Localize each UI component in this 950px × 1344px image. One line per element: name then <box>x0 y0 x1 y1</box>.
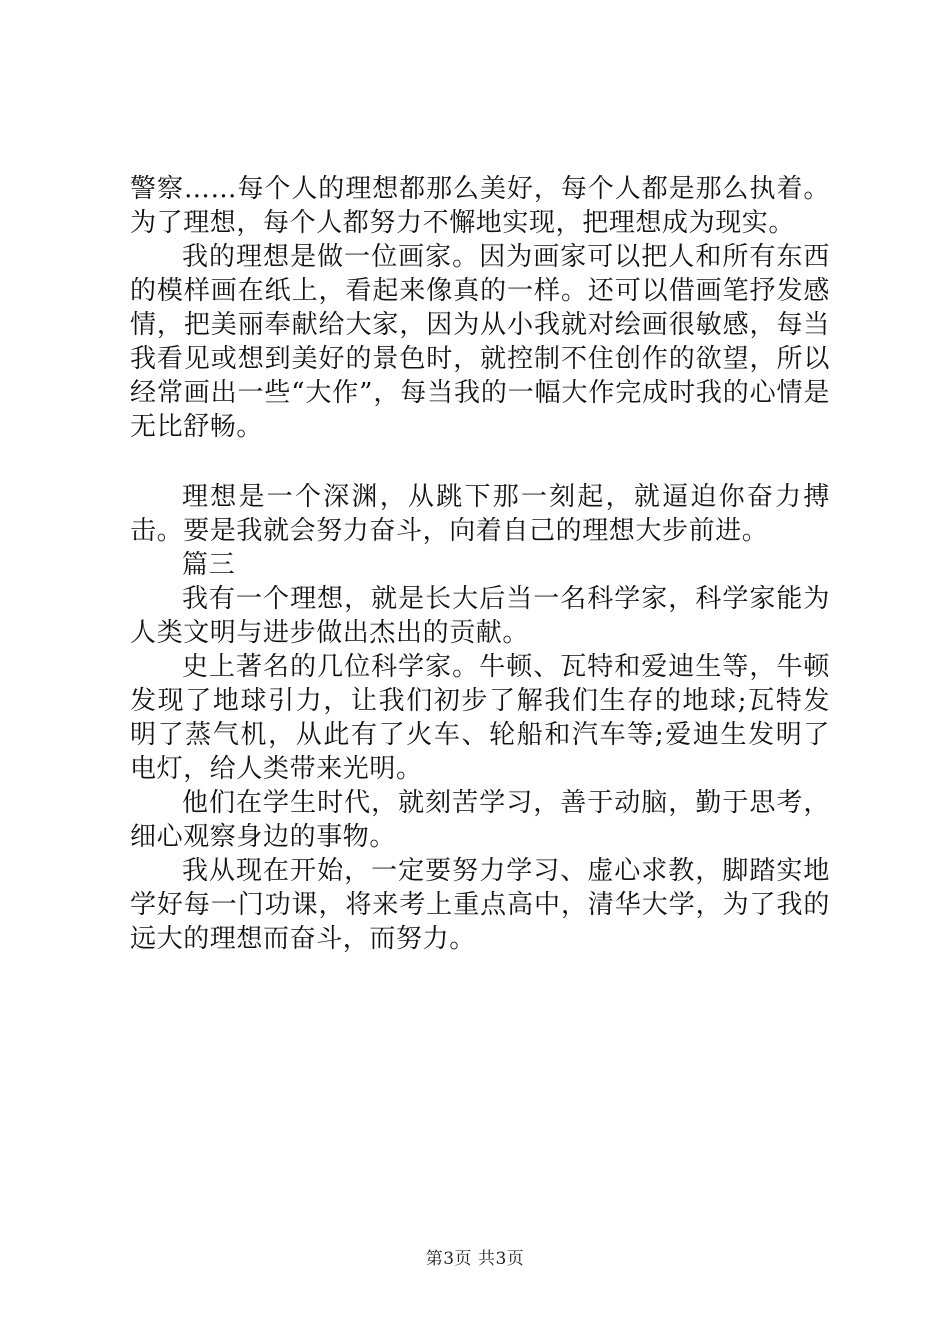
paragraph-famous-scientists: 史上著名的几位科学家。牛顿、瓦特和爱迪生等，牛顿发现了地球引力，让我们初步了解我们生存的地球;瓦特发明了蒸气机，从此有了火车、轮船和汽车等;爱迪生发明了电灯，给人类带来光明。 <box>130 652 830 784</box>
paragraph-painter-dream: 我的理想是做一位画家。因为画家可以把人和所有东西的模样画在纸上，看起来像真的一样。还可以借画笔抒发感情，把美丽奉献给大家，因为从小我就对绘画很敏感，每当我看见或想到美好的景色时，就控制不住创作的欲望，所以经常画出一些“大作”，每当我的一幅大作完成时我的心情是无比舒畅。 <box>130 242 830 442</box>
section-heading: 篇三 <box>182 550 236 580</box>
paragraph-student-days: 他们在学生时代，就刻苦学习，善于动脑，勤于思考，细心观察身边的事物。 <box>130 788 830 852</box>
page-number-footer: 第3页 共3页 <box>425 1249 525 1269</box>
document-body <box>130 172 830 956</box>
paragraph-resolution: 我从现在开始，一定要努力学习、虚心求教，脚踏实地学好每一门功课，将来考上重点高中，清华大学，为了我的远大的理想而奋斗，而努力。 <box>130 856 830 954</box>
paragraph-abyss: 理想是一个深渊，从跳下那一刻起，就逼迫你奋力搏击。要是我就会努力奋斗，向着自己的理想大步前进。 <box>130 482 830 546</box>
paragraph-continuation: 警察……每个人的理想都那么美好，每个人都是那么执着。为了理想，每个人都努力不懈地实现，把理想成为现实。 <box>130 174 830 238</box>
paragraph-scientist-dream: 我有一个理想，就是长大后当一名科学家，科学家能为人类文明与进步做出杰出的贡献。 <box>130 584 830 648</box>
